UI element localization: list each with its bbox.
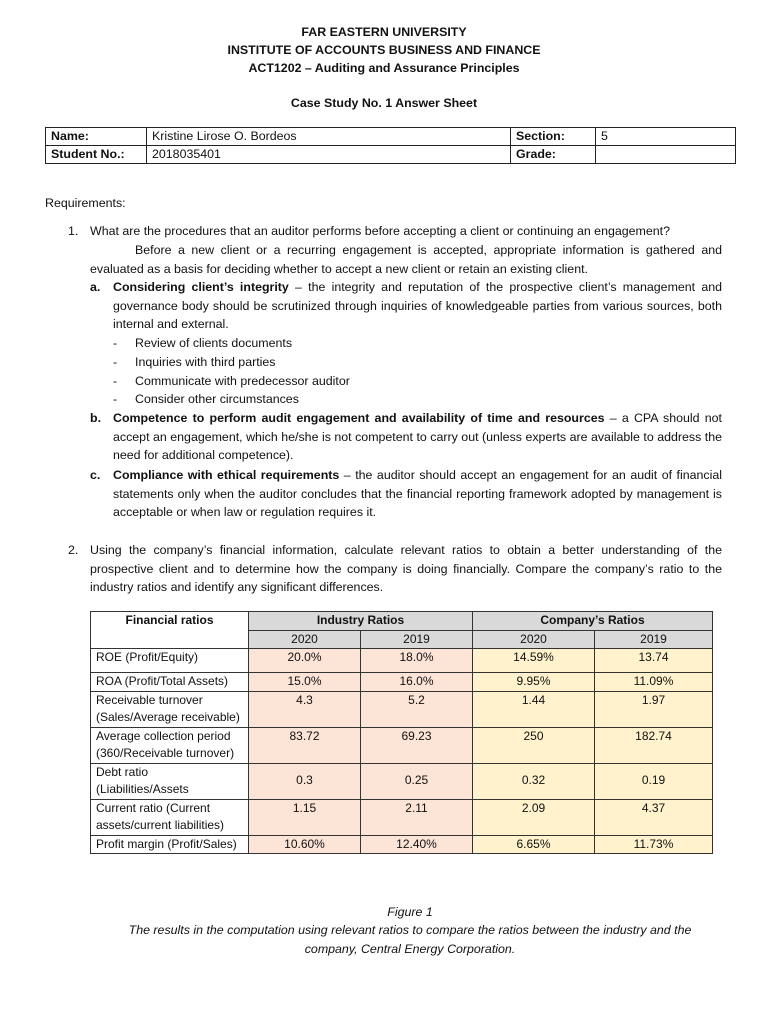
bullet-item: Communicate with predecessor auditor: [135, 374, 350, 388]
company-2020-cell: 0.32: [473, 763, 595, 799]
industry-2019-cell: 0.25: [361, 763, 473, 799]
company-2019-cell: 11.73%: [595, 835, 713, 854]
student-number-value: 2018035401: [147, 146, 511, 164]
header-company-ratios: Company’s Ratios: [473, 612, 713, 631]
q1-item-a-heading: Considering client’s integrity: [113, 280, 289, 294]
q2-number: 2.: [68, 543, 79, 557]
info-row: [46, 128, 736, 146]
bullet-item: Inquiries with third parties: [135, 355, 276, 369]
table-row: [91, 727, 713, 763]
q1-number: 1.: [68, 224, 79, 238]
ratio-label: Profit margin (Profit/Sales): [91, 835, 249, 854]
company-2020-cell: 250: [473, 727, 595, 763]
industry-2020-cell: 0.3: [249, 763, 361, 799]
q1-item-a: [113, 278, 722, 334]
q1-item-a-text: – the integrity and reputation of the prospective client’s management and governance body should be scrutinized through inquiries of knowledgeable parties from various sources, both internal and external.: [113, 280, 722, 332]
industry-2019-cell: 2.11: [361, 799, 473, 835]
student-info-table: [45, 127, 736, 164]
table-row: [91, 799, 713, 835]
industry-2020-cell: 1.15: [249, 799, 361, 835]
company-2019-cell: 11.09%: [595, 673, 713, 692]
header-financial-ratios: Financial ratios: [91, 612, 249, 649]
ratio-label: Debt ratio (Liabilities/Assets: [91, 763, 249, 799]
q1-item-c-heading: Compliance with ethical requirements: [113, 468, 340, 482]
course-title: ACT1202 – Auditing and Assurance Principles: [248, 61, 520, 75]
company-2019-cell: 0.19: [595, 763, 713, 799]
q1-item-b-letter: b.: [90, 411, 102, 425]
company-2019-cell: 1.97: [595, 691, 713, 727]
table-row: [91, 673, 713, 692]
q1-question: What are the procedures that an auditor performs before accepting a client or continuing an engagement?: [90, 224, 670, 238]
section-label: Section:: [511, 128, 596, 146]
name-label: Name:: [46, 128, 147, 146]
institute-name: INSTITUTE OF ACCOUNTS BUSINESS AND FINANCE: [227, 43, 541, 57]
industry-2019-cell: 5.2: [361, 691, 473, 727]
bullet-item: Consider other circumstances: [135, 392, 299, 406]
university-name: FAR EASTERN UNIVERSITY: [301, 25, 467, 39]
table-header-row: [91, 612, 713, 631]
company-2019-cell: 4.37: [595, 799, 713, 835]
company-2020-cell: 1.44: [473, 691, 595, 727]
header-industry-ratios: Industry Ratios: [249, 612, 473, 631]
industry-2019-cell: 18.0%: [361, 649, 473, 673]
company-2020-cell: 2.09: [473, 799, 595, 835]
bullet-dash: -: [113, 392, 118, 406]
table-row: [91, 649, 713, 673]
industry-2020-cell: 20.0%: [249, 649, 361, 673]
q1-item-b-text: – a CPA should not accept an engagement, which he/she is not competent to carry out (unless experts are available to address the need for additional competence).: [113, 411, 722, 463]
table-row: [91, 691, 713, 727]
q1-item-c-text: – the auditor should accept an engagement for an audit of financial statements only when the auditor concludes that the financial reporting framework adopted by management is acceptable or when law or regulation requires it.: [113, 468, 722, 520]
q1-intro: Before a new client or a recurring engagement is accepted, appropriate information is gathered and evaluated as a basis for deciding whether to accept a new client or retain an existing client.: [90, 243, 722, 276]
section-value: 5: [596, 128, 736, 146]
ratio-label: Current ratio (Current assets/current liabilities): [91, 799, 249, 835]
bullet-dash: -: [113, 336, 118, 350]
figure-caption: The results in the computation using relevant ratios to compare the ratios between the industry and the company, Central Energy Corporation.: [128, 923, 692, 956]
ratio-label: Average collection period (360/Receivable turnover): [91, 727, 249, 763]
ratio-label: Receivable turnover (Sales/Average receivable): [91, 691, 249, 727]
company-2019-cell: 182.74: [595, 727, 713, 763]
grade-value: [596, 146, 736, 164]
document-title: Case Study No. 1 Answer Sheet: [290, 96, 478, 110]
q1-item-a-letter: a.: [90, 280, 101, 294]
bullet-item: Review of clients documents: [135, 336, 293, 350]
info-row: [46, 146, 736, 164]
student-number-label: Student No.:: [46, 146, 147, 164]
q1-item-b-heading: Competence to perform audit engagement and availability of time and resources: [113, 411, 605, 425]
requirements-label: Requirements:: [45, 196, 126, 210]
ratio-label: ROA (Profit/Total Assets): [91, 673, 249, 692]
company-2020-cell: 6.65%: [473, 835, 595, 854]
bullet-dash: -: [113, 355, 118, 369]
q2-question: Using the company’s financial information, calculate relevant ratios to obtain a better understanding of the prospective client and to determine how the company is doing financially. Compare the company’s ratio to the industry ratios and identify any significant differences.: [90, 543, 722, 595]
company-2020-cell: 14.59%: [473, 649, 595, 673]
industry-2020-cell: 83.72: [249, 727, 361, 763]
q1-item-b: [113, 409, 722, 465]
q1-item-c: [113, 466, 722, 522]
table-row: [91, 763, 713, 799]
company-2020-cell: 9.95%: [473, 673, 595, 692]
q1-item-c-letter: c.: [90, 468, 101, 482]
figure-label: Figure 1: [387, 905, 433, 919]
industry-2019-cell: 16.0%: [361, 673, 473, 692]
industry-2020-cell: 15.0%: [249, 673, 361, 692]
bullet-dash: -: [113, 374, 118, 388]
year-header: 2020: [249, 630, 361, 649]
table-row: [91, 835, 713, 854]
industry-2020-cell: 4.3: [249, 691, 361, 727]
industry-2019-cell: 69.23: [361, 727, 473, 763]
ratio-label: ROE (Profit/Equity): [91, 649, 249, 673]
financial-ratios-table: [90, 611, 713, 854]
year-header: 2019: [361, 630, 473, 649]
company-2019-cell: 13.74: [595, 649, 713, 673]
grade-label: Grade:: [511, 146, 596, 164]
industry-2020-cell: 10.60%: [249, 835, 361, 854]
year-header: 2020: [473, 630, 595, 649]
name-value: Kristine Lirose O. Bordeos: [147, 128, 511, 146]
industry-2019-cell: 12.40%: [361, 835, 473, 854]
year-header: 2019: [595, 630, 713, 649]
